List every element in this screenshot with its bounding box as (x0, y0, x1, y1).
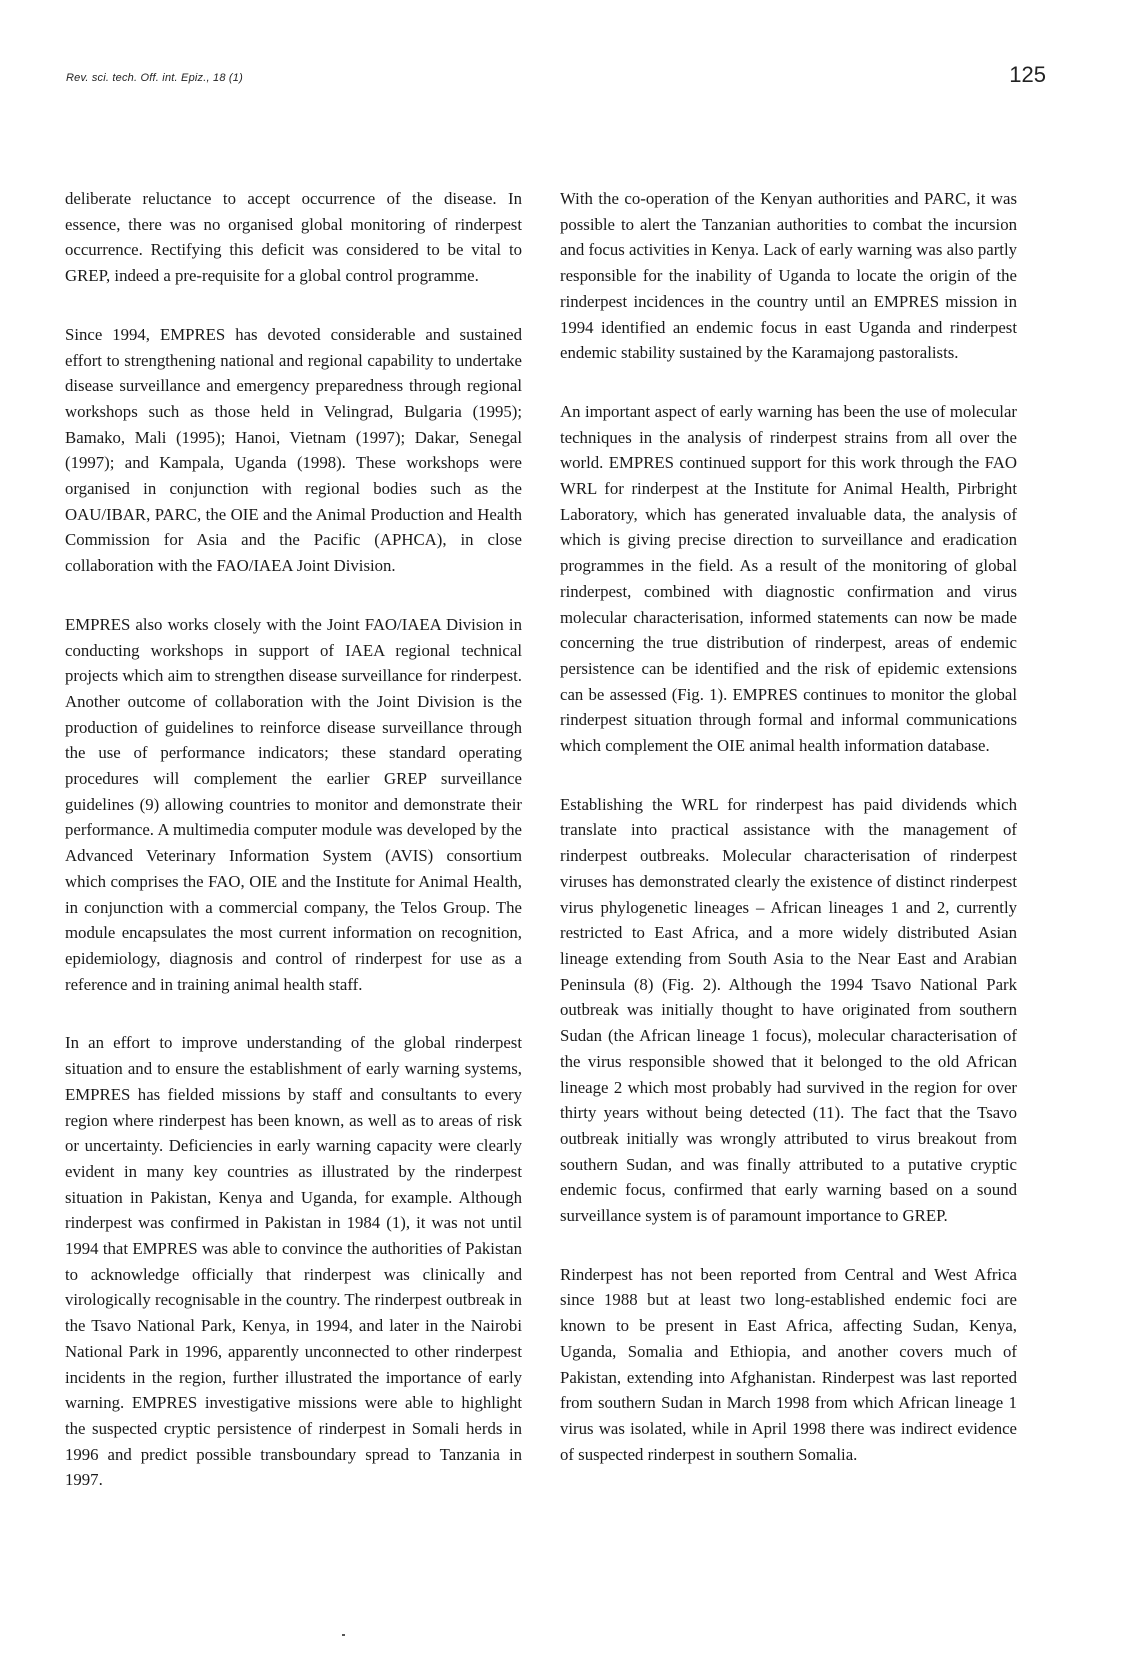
paragraph: Rinderpest has not been reported from Central and West Africa since 1988 but at least two long-established endemic foci are known to be present in East Africa, affecting Sudan, Kenya, Uganda, Somalia and Ethiopia, and another covers much of Pakistan, extending into Afghanistan. Rinderpest was last reported from southern Sudan in March 1998 from which African lineage 1 virus was isolated, while in April 1998 there was indirect evidence of suspected rinderpest in southern Somalia. (560, 1264, 1017, 1464)
paragraph: EMPRES also works closely with the Joint FAO/IAEA Division in conducting workshops in support of IAEA regional technical projects which aim to strengthen disease surveillance for rinderpest. Another outcome of collaboration with the Joint Division is the production of guidelines to reinforce disease surveillance through the use of performance indicators; these standard operating procedures will complement the earlier GREP surveillance guidelines (9) allowing countries to monitor and demonstrate their performance. A multimedia computer module was developed by the Advanced Veterinary Information System (AVIS) consortium which comprises the FAO, OIE and the Institute for Animal Health, in conjunction with a commercial company, the Telos Group. The module encapsulates the most current information on recognition, epidemiology, diagnosis and control of rinderpest for use as a reference and in training animal health staff. (65, 614, 522, 994)
paragraph: Establishing the WRL for rinderpest has paid dividends which translate into practical assistance with the management of rinderpest outbreaks. Molecular characterisation of rinderpest viruses has demonstrated clearly the existence of distinct rinderpest virus phylogenetic lineages – African lineages 1 and 2, currently restricted to East Africa, and a more widely distributed Asian lineage extending from South Asia to the Near East and Arabian Peninsula (8) (Fig. 2). Although the 1994 Tsavo National Park outbreak was initially thought to have originated from southern Sudan (the African lineage 1 focus), molecular characterisation of the virus responsible showed that it belonged to the old African lineage 2 which most probably had survived in the region for over thirty years without being detected (11). The fact that the Tsavo outbreak initially was wrongly attributed to virus breakout from southern Sudan, and was finally attributed to a putative cryptic endemic focus, confirmed that early warning based on a sound surveillance system is of paramount importance to GREP. (560, 794, 1017, 1226)
paragraph: deliberate reluctance to accept occurrence of the disease. In essence, there was no organised global monitoring of rinderpest occurrence. Rectifying this deficit was considered to be vital to GREP, indeed a pre-requisite for a global control programme. (65, 189, 522, 286)
scan-speck (342, 1634, 345, 1636)
paragraph: Since 1994, EMPRES has devoted considerable and sustained effort to strengthening national and regional capability to undertake disease surveillance and emergency preparedness through regional workshops such as those held in Velingrad, Bulgaria (1995); Bamako, Mali (1995); Hanoi, Vietnam (1997); Dakar, Senegal (1997); and Kampala, Uganda (1998). These workshops were organised in conjunction with regional bodies such as the OAU/IBAR, PARC, the OIE and the Animal Production and Health Commission for Asia and the Pacific (APHCA), in close collaboration with the FAO/IAEA Joint Division. (65, 324, 522, 576)
running-head: Rev. sci. tech. Off. int. Epiz., 18 (1) (66, 72, 243, 84)
paragraph: With the co-operation of the Kenyan authorities and PARC, it was possible to alert the Tanzanian authorities to combat the incursion and focus activities in Kenya. Lack of early warning was also partly responsible for the inability of Uganda to locate the origin of the rinderpest incidences in the country until an EMPRES mission in 1994 identified an endemic focus in east Uganda and rinderpest endemic stability sustained by the Karamajong pastoralists. (560, 189, 1017, 363)
page-number: 125 (1009, 62, 1046, 87)
paragraph: An important aspect of early warning has been the use of molecular techniques in the analysis of rinderpest strains from all over the world. EMPRES continued support for this work through the FAO WRL for rinderpest at the Institute for Animal Health, Pirbright Laboratory, which has generated invaluable data, the analysis of which is giving precise direction to surveillance and eradication programmes in the field. As a result of the monitoring of global rinderpest, combined with diagnostic confirmation and virus molecular characterisation, informed statements can now be made concerning the true distribution of rinderpest, areas of endemic persistence can be identified and the risk of epidemic extensions can be assessed (Fig. 1). EMPRES continues to monitor the global rinderpest situation through formal and informal communications which complement the OIE animal health information database. (560, 401, 1017, 756)
paragraph: In an effort to improve understanding of the global rinderpest situation and to ensure the establishment of early warning systems, EMPRES has fielded missions by staff and consultants to every region where rinderpest has been known, as well as to areas of risk or uncertainty. Deficiencies in early warning capacity were clearly evident in many key countries as illustrated by the rinderpest situation in Pakistan, Kenya and Uganda, for example. Although rinderpest was confirmed in Pakistan in 1984 (1), it was not until 1994 that EMPRES was able to convince the authorities of Pakistan to acknowledge officially that rinderpest was clinically and virologically recognisable in the country. The rinderpest outbreak in the Tsavo National Park, Kenya, in 1994, and later in the Nairobi National Park in 1996, apparently unconnected to other rinderpest incidents in the region, further illustrated the importance of early warning. EMPRES investigative missions were able to highlight the suspected cryptic persistence of rinderpest in Somali herds in 1996 and predict possible transboundary spread to Tanzania in 1997. (65, 1033, 522, 1490)
right-column (560, 186, 1017, 1500)
left-column (65, 186, 522, 1526)
